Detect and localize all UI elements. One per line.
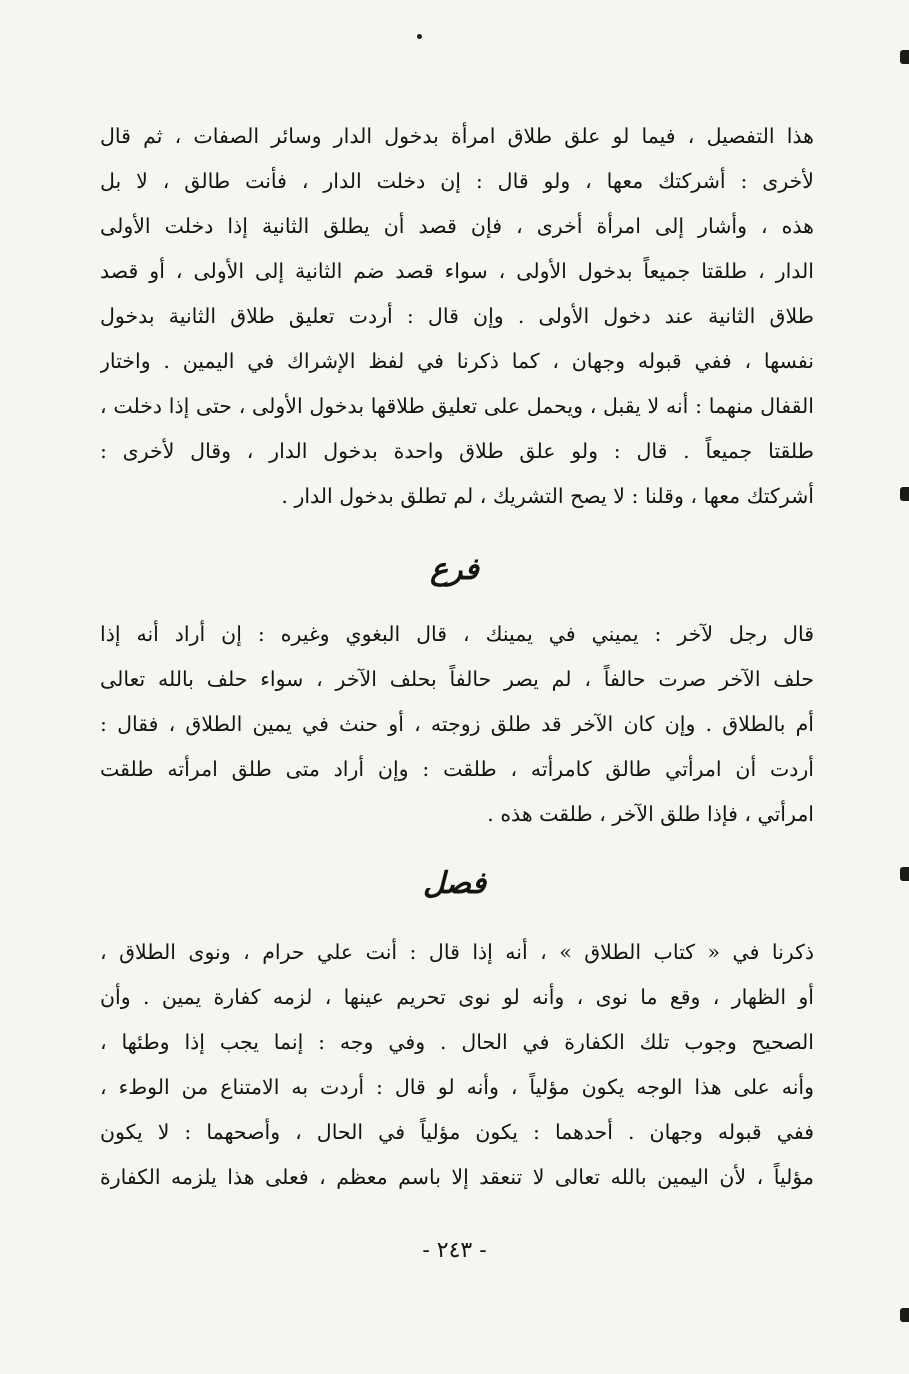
text-line: القفال منهما : أنه لا يقبل ، ويحمل على تعليق طلاقها بدخول الأولى ، حتى إذا دخلت ،: [100, 394, 814, 418]
section-heading-far: فرع: [430, 552, 479, 587]
text-line: ففي قبوله وجهان . أحدهما : يكون مؤلياً في الحال ، وأصحهما : لا يكون: [100, 1120, 814, 1144]
text-line: طلقتا جميعاً . قال : ولو علق طلاق واحدة بدخول الدار ، وقال لأخرى :: [100, 439, 814, 463]
edge-mark-4: [900, 1308, 909, 1322]
text-line: قال رجل لآخر : يميني في يمينك ، قال البغوي وغيره : إن أراد أنه إذا: [100, 622, 814, 646]
text-line: امرأتي ، فإذا طلق الآخر ، طلقت هذه .: [487, 802, 814, 826]
text-line: أردت أن امرأتي طالق كامرأته ، طلقت : وإن أراد متى طلق امرأته طلقت: [100, 757, 814, 781]
text-line: وأنه على هذا الوجه يكون مؤلياً ، وأنه لو قال : أردت به الامتناع من الوطء ،: [100, 1075, 814, 1099]
edge-mark-2: [900, 487, 909, 501]
text-line: مؤلياً ، لأن اليمين بالله تعالى لا تنعقد إلا باسم معظم ، فعلى هذا يلزمه الكفارة: [100, 1165, 814, 1189]
section-heading-fasl: فصل: [422, 866, 487, 901]
paragraph-2: [100, 612, 814, 837]
text-line: أو الظهار ، وقع ما نوى ، وأنه لو نوى تحريم عينها ، لزمه كفارة يمين . وأن: [100, 985, 814, 1009]
text-line: أم بالطلاق . وإن كان الآخر قد طلق زوجته ، أو حنث في يمين الطلاق ، فقال :: [100, 712, 814, 736]
paragraph-3: [100, 930, 814, 1200]
text-line: أشركتك معها ، وقلنا : لا يصح التشريك ، لم تطلق بدخول الدار .: [281, 484, 814, 508]
text-line: لأخرى : أشركتك معها ، ولو قال : إن دخلت الدار ، فأنت طالق ، لا بل: [100, 169, 814, 193]
page-number: - ٢٤٣ -: [422, 1238, 487, 1263]
text-line: الصحيح وجوب تلك الكفارة في الحال . وفي وجه : إنما يجب إذا وطئها ،: [100, 1030, 814, 1054]
edge-mark-1: [900, 50, 909, 64]
text-line: حلف الآخر صرت حالفاً ، لم يصر حالفاً بحلف الآخر ، سواء حلف بالله تعالى: [100, 667, 814, 691]
top-dot-mark: [417, 34, 422, 39]
text-line: ذكرنا في « كتاب الطلاق » ، أنه إذا قال : أنت علي حرام ، ونوى الطلاق ،: [100, 940, 814, 964]
text-line: طلاق الثانية عند دخول الأولى . وإن قال : أردت تعليق طلاق الثانية بدخول: [100, 304, 814, 328]
text-line: هذا التفصيل ، فيما لو علق طلاق امرأة بدخول الدار وسائر الصفات ، ثم قال: [100, 124, 814, 148]
text-line: نفسها ، ففي قبوله وجهان ، كما ذكرنا في لفظ الإشراك في اليمين . واختار: [100, 349, 814, 373]
text-line: هذه ، وأشار إلى امرأة أخرى ، فإن قصد أن يطلق الثانية إذا دخلت الأولى: [100, 214, 814, 238]
text-line: الدار ، طلقتا جميعاً بدخول الأولى ، سواء قصد ضم الثانية إلى الأولى ، أو قصد: [100, 259, 814, 283]
paragraph-1: [100, 114, 814, 519]
